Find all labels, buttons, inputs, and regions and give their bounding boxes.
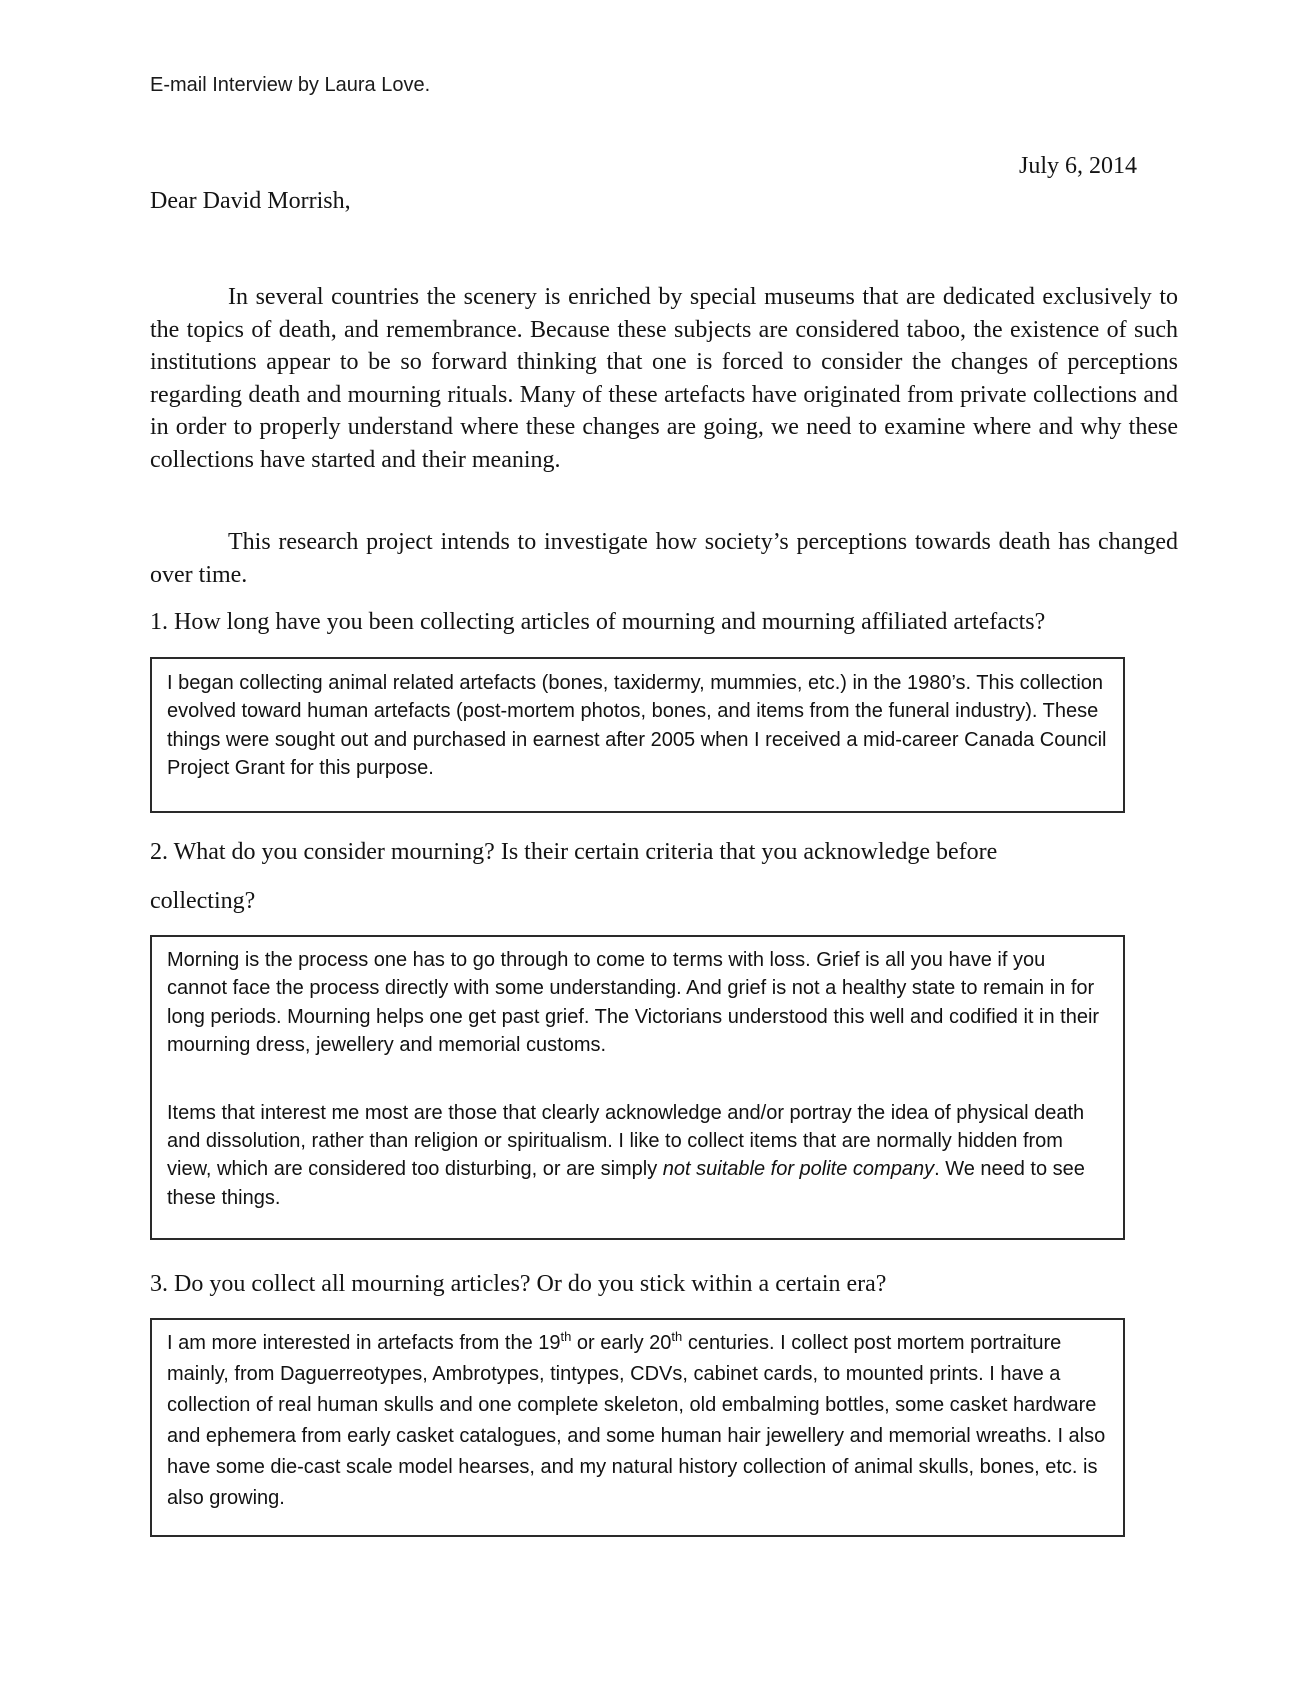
answer-box-1 bbox=[150, 657, 1125, 813]
answer-2-paragraph-2 bbox=[167, 1099, 1107, 1213]
answer-1-paragraph: I began collecting animal related artefacts (bones, taxidermy, mummies, etc.) in the 1980’s. This collection evolved toward human artefacts (post-mortem photos, bones, and items from the funeral industry). These things were sought out and purchased in earnest after 2005 when I received a mid-career Canada Council Project Grant for this purpose. bbox=[167, 672, 1107, 780]
interview-byline: E-mail Interview by Laura Love. bbox=[150, 74, 431, 96]
answer-2-paragraph-1: Morning is the process one has to go through to come to terms with loss. Grief is all you have if you cannot face the process directly with some understanding. And grief is not a healthy state to remain in for long periods. Mourning helps one get past grief. The Victorians understood this well and codified it in their mourning dress, jewellery and memorial customs. bbox=[167, 949, 1100, 1057]
answer-box-3 bbox=[150, 1318, 1125, 1537]
question-2-line-2: collecting? bbox=[150, 888, 256, 914]
answer-3-text-end: centuries. I collect post mortem portraiture mainly, from Daguerreotypes, Ambrotypes, tintypes, CDVs, cabinet cards, to mounted prints. I have a collection of real human skulls and one complete skeleton, old embalming bottles, some casket hardware and ephemera from early casket catalogues, and some human hair jewellery and memorial wreaths. I also have some die-cast scale model hearses, and my natural history collection of animal skulls, bones, etc. is also growing. bbox=[167, 1332, 1106, 1509]
intro-paragraph-2: This research project intends to investigate how society’s perceptions towards death has changed over time. bbox=[150, 529, 1178, 588]
answer-box-2 bbox=[150, 935, 1125, 1240]
intro-paragraph-1: In several countries the scenery is enriched by special museums that are dedicated exclusively to the topics of death, and remembrance. Because these subjects are considered taboo, the existence of such institutions appear to be so forward thinking that one is forced to consider the changes of perceptions regarding death and mourning rituals. Many of these artefacts have originated from private collections and in order to properly understand where these changes are going, we need to examine where and why these collections have started and their meaning. bbox=[150, 284, 1178, 473]
answer-3-paragraph bbox=[167, 1328, 1107, 1514]
answer-2-paragraph-2-text: Items that interest me most are those that clearly acknowledge and/or portray the idea of physical death and dissolution, rather than religion or spiritualism. I like to collect items that are normally hidden from view, which are considered too disturbing, or are simply bbox=[167, 1101, 1085, 1181]
question-2 bbox=[150, 828, 1250, 926]
answer-2-italic-phrase: not suitable for polite company bbox=[662, 1158, 935, 1181]
answer-3-superscript-20th: th bbox=[671, 1329, 683, 1344]
answer-2-paragraph-2-end: . We need to see these things. bbox=[167, 1158, 1085, 1209]
letter-date: July 6, 2014 bbox=[1018, 153, 1137, 179]
answer-3-text-start: I am more interested in artefacts from the 19 bbox=[167, 1332, 561, 1354]
question-2-line-1: 2. What do you consider mourning? Is their certain criteria that you acknowledge before bbox=[150, 839, 998, 865]
question-3: 3. Do you collect all mourning articles? Or do you stick within a certain era? bbox=[150, 1271, 887, 1297]
answer-3-superscript-19th: th bbox=[560, 1329, 572, 1344]
answer-3-text-mid: or early 20 bbox=[571, 1332, 672, 1354]
letter-salutation: Dear David Morrish, bbox=[150, 188, 351, 214]
question-1: 1. How long have you been collecting articles of mourning and mourning affiliated artefacts? bbox=[150, 609, 1046, 635]
